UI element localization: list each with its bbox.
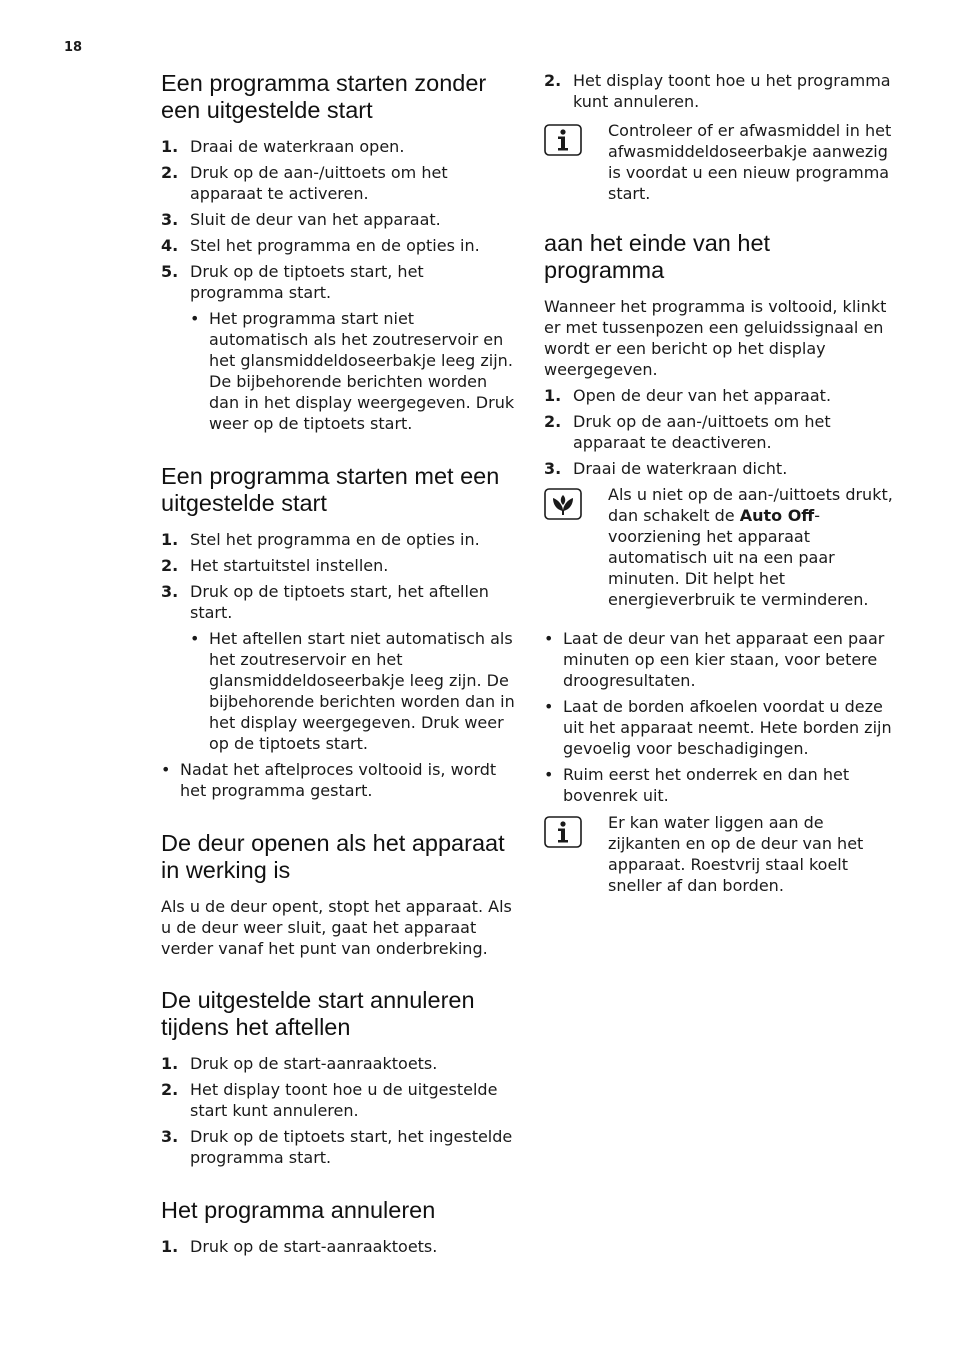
bullet-item: • Het programma start niet automatisch als het zoutreservoir en het glansmiddeldoseerbakje leeg zijn. De bijbehorende berichten worden dan in het display weergegeven. Druk weer op de tiptoets start.	[190, 309, 515, 433]
bullet-list	[544, 628, 896, 806]
section-title: aan het einde van het programma	[544, 230, 771, 283]
note-text: Controleer of er afwasmiddel in het afwasmiddeldoseerbakje aanwezig is voordat u een nieuw programma start.	[608, 121, 892, 203]
note-text: Als u niet op de aan-/uittoets drukt, dan schakelt de Auto Off-voorziening het apparaat automatisch uit na een paar minuten. Dit helpt het energieverbruik te verminderen.	[608, 485, 893, 609]
bullet-item: • Het aftellen start niet automatisch als het zoutreservoir en het glansmiddeldoseerbakje leeg zijn. De bijbehorende berichten worden dan in het display weergegeven. Druk weer op de tiptoets start.	[190, 629, 515, 753]
step-list	[161, 136, 516, 434]
section-text: Als u de deur opent, stopt het apparaat. Als u de deur weer sluit, gaat het apparaat verder vanaf het punt van onderbreking.	[161, 897, 512, 958]
step-item: 3. Druk op de tiptoets start, het aftellen start. • Het aftellen start niet automatisch als het zoutreservoir en het glansmiddeldoseerbakje leeg zijn. De bijbehorende berichten worden dan in het display weergegeven. Druk weer op de tiptoets start.	[161, 582, 515, 753]
section-start-without-delay	[161, 70, 516, 434]
step-list	[544, 385, 896, 479]
page-number: 18	[64, 40, 83, 55]
bullet-item: • Laat de borden afkoelen voordat u deze uit het apparaat neemt. Hete borden zijn gevoelig voor beschadigingen.	[544, 697, 892, 758]
step-item: 2. Het display toont hoe u de uitgestelde start kunt annuleren.	[161, 1080, 498, 1120]
info-note	[544, 812, 896, 896]
step-item: 2. Het display toont hoe u het programma kunt annuleren.	[544, 71, 891, 111]
step-list	[161, 529, 516, 754]
step-item: 1. Druk op de start-aanraaktoets.	[161, 1054, 438, 1073]
step-item: 1. Stel het programma en de opties in.	[161, 530, 480, 549]
step-list	[161, 1053, 516, 1168]
step-list	[161, 1236, 516, 1257]
note-text: Er kan water liggen aan de zijkanten en op de deur van het apparaat. Roestvrij staal koelt sneller af dan borden.	[608, 813, 864, 895]
bullet-item: • Nadat het aftelproces voltooid is, wordt het programma gestart.	[161, 760, 497, 800]
section-title: Een programma starten met een uitgestelde start	[161, 463, 500, 516]
info-icon	[544, 124, 582, 156]
bullet-item: • Laat de deur van het apparaat een paar minuten op een kier staan, voor betere droogresultaten.	[544, 629, 885, 690]
step-item: 4. Stel het programma en de opties in.	[161, 236, 480, 255]
section-start-with-delay	[161, 463, 516, 801]
step-item: 1. Open de deur van het apparaat.	[544, 386, 832, 405]
section-open-door	[161, 830, 516, 959]
bullet-item: • Ruim eerst het onderrek en dan het bovenrek uit.	[544, 765, 850, 805]
step-item: 3. Sluit de deur van het apparaat.	[161, 210, 441, 229]
section-title: Een programma starten zonder een uitgestelde start	[161, 70, 487, 123]
step-list	[544, 70, 896, 112]
step-item: 3. Druk op de tiptoets start, het ingestelde programma start.	[161, 1127, 513, 1167]
section-text: Wanneer het programma is voltooid, klinkt er met tussenpozen een geluidssignaal en wordt er een bericht op het display weergegeven.	[544, 297, 887, 379]
section-title: De uitgestelde start annuleren tijdens het aftellen	[161, 987, 475, 1040]
info-note	[544, 120, 896, 204]
eco-note	[544, 484, 896, 610]
step-item: 1. Draai de waterkraan open.	[161, 137, 405, 156]
step-item: 5. Druk op de tiptoets start, het programma start. • Het programma start niet automatisch als het zoutreservoir en het glansmiddeldoseerbakje leeg zijn. De bijbehorende berichten worden dan in het display weergegeven. Druk weer op de tiptoets start.	[161, 262, 515, 433]
section-cancel-program	[161, 1197, 516, 1257]
step-item: 2. Druk op de aan-/uittoets om het apparaat te activeren.	[161, 163, 448, 203]
section-title: Het programma annuleren	[161, 1197, 436, 1223]
section-title: De deur openen als het apparaat in werking is	[161, 830, 505, 883]
info-icon	[544, 816, 582, 848]
right-column	[544, 70, 896, 896]
step-item: 2. Het startuitstel instellen.	[161, 556, 389, 575]
step-item: 3. Draai de waterkraan dicht.	[544, 459, 788, 478]
section-cancel-delay	[161, 987, 516, 1168]
eco-icon	[544, 488, 582, 520]
step-item: 2. Druk op de aan-/uittoets om het apparaat te deactiveren.	[544, 412, 831, 452]
section-end-of-program	[544, 230, 896, 479]
step-item: 1. Druk op de start-aanraaktoets.	[161, 1237, 438, 1256]
left-column	[161, 70, 516, 1262]
